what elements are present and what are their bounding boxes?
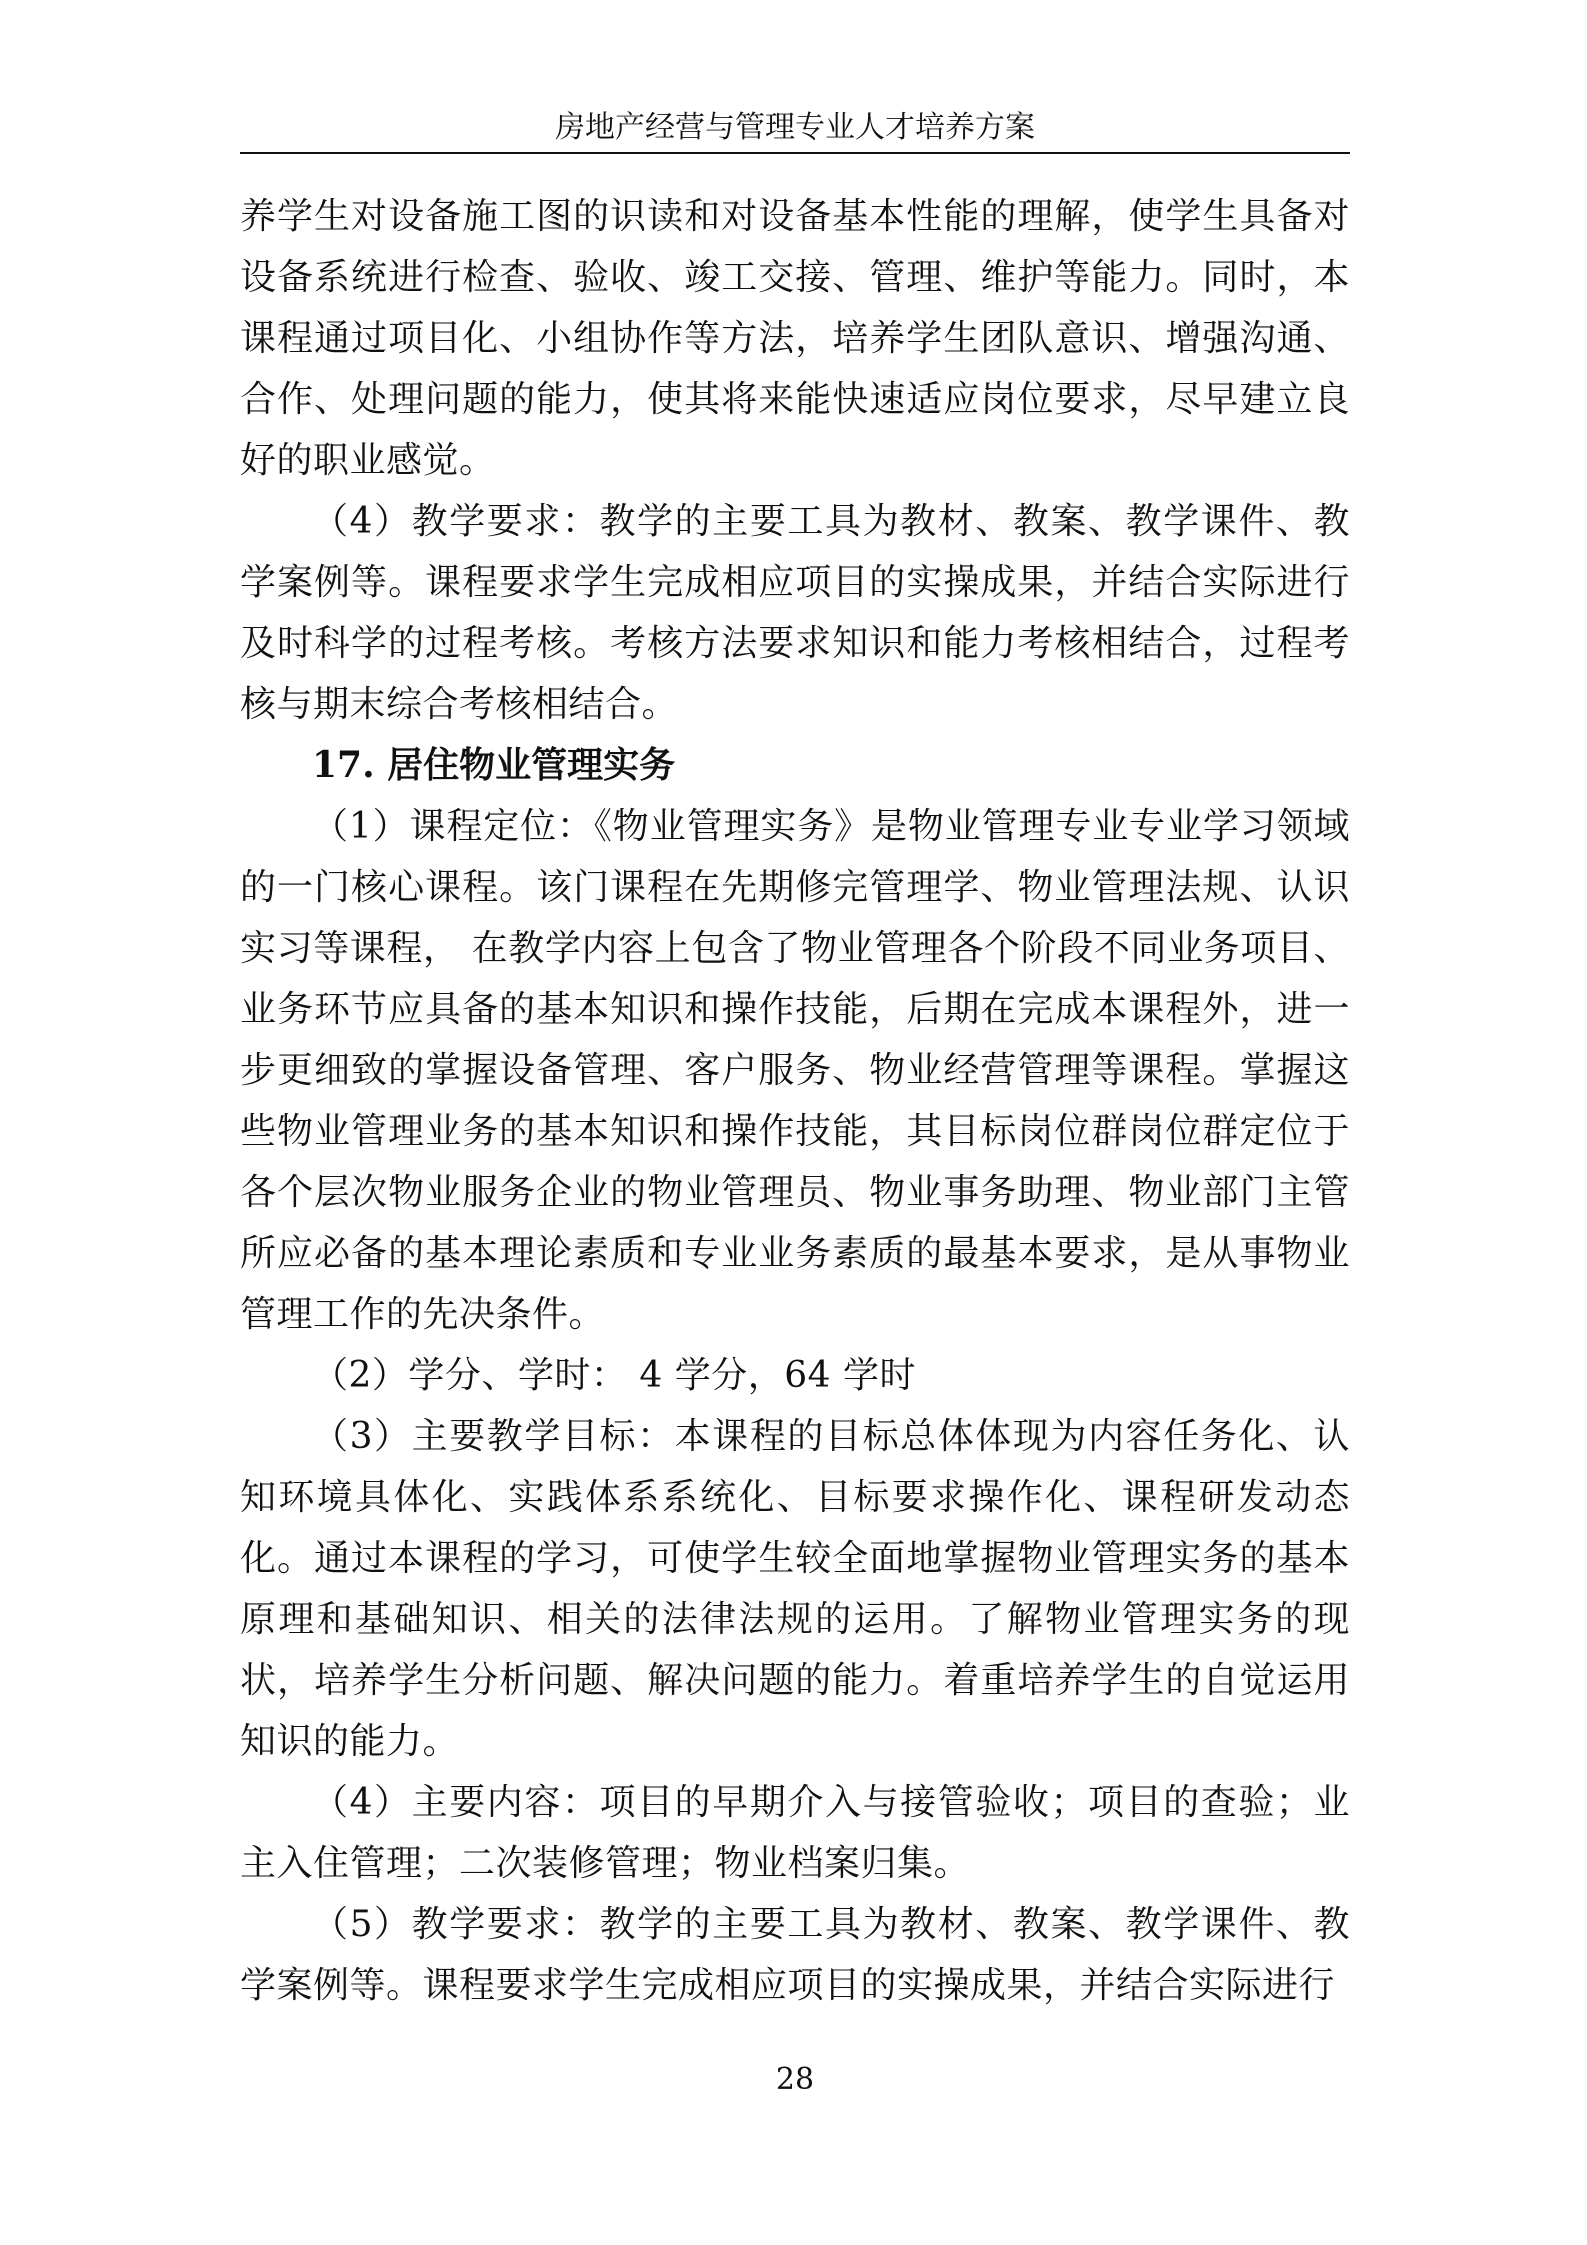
main-content-paragraph: （4）主要内容：项目的早期介入与接管验收；项目的查验；业主入住管理；二次装修管理；物业档案归集。: [240, 1782, 1350, 1884]
continued-paragraph: 养学生对设备施工图的识读和对设备基本性能的理解，使学生具备对设备系统进行检查、验收、竣工交接、管理、维护等能力。同时，本课程通过项目化、小组协作等方法，培养学生团队意识、增强沟通、合作、处理问题的能力，使其将来能快速适应岗位要求，尽早建立良好的职业感觉。: [240, 196, 1350, 481]
section-17-heading: 17. 居住物业管理实务: [312, 744, 676, 786]
credits-hours-paragraph: （2）学分、学时： 4 学分，64 学时: [312, 1355, 916, 1396]
header-rule: [240, 152, 1350, 154]
running-header: 房地产经营与管理专业人才培养方案: [555, 110, 1035, 145]
course-positioning-paragraph: （1）课程定位：《物业管理实务》是物业管理专业专业学习领域的一门核心课程。该门课程在先期修完管理学、物业管理法规、认识实习等课程， 在教学内容上包含了物业管理各个阶段不同业务项目、业务环节应具备的基本知识和操作技能，后期在完成本课程外，进一步更细致的掌握设备管理、客户服务、物业经营管理等课程。掌握这些物业管理业务的基本知识和操作技能，其目标岗位群岗位群定位于各个层次物业服务企业的物业管理员、物业事务助理、物业部门主管所应必备的基本理论素质和专业业务素质的最基本要求，是从事物业管理工作的先决条件。: [240, 806, 1350, 1335]
teaching-requirements-paragraph-17: （5）教学要求：教学的主要工具为教材、教案、教学课件、教学案例等。课程要求学生完成相应项目的实操成果，并结合实际进行: [240, 1904, 1350, 2006]
page-number: 28: [775, 2062, 815, 2097]
document-body: [240, 186, 1350, 2016]
teaching-objectives-paragraph: （3）主要教学目标：本课程的目标总体体现为内容任务化、认知环境具体化、实践体系系统化、目标要求操作化、课程研发动态化。通过本课程的学习，可使学生较全面地掌握物业管理实务的基本原理和基础知识、相关的法律法规的运用。了解物业管理实务的现状，培养学生分析问题、解决问题的能力。着重培养学生的自觉运用知识的能力。: [240, 1416, 1350, 1762]
teaching-requirements-paragraph-16: （4）教学要求：教学的主要工具为教材、教案、教学课件、教学案例等。课程要求学生完成相应项目的实操成果，并结合实际进行及时科学的过程考核。考核方法要求知识和能力考核相结合，过程考核与期末综合考核相结合。: [240, 501, 1350, 725]
